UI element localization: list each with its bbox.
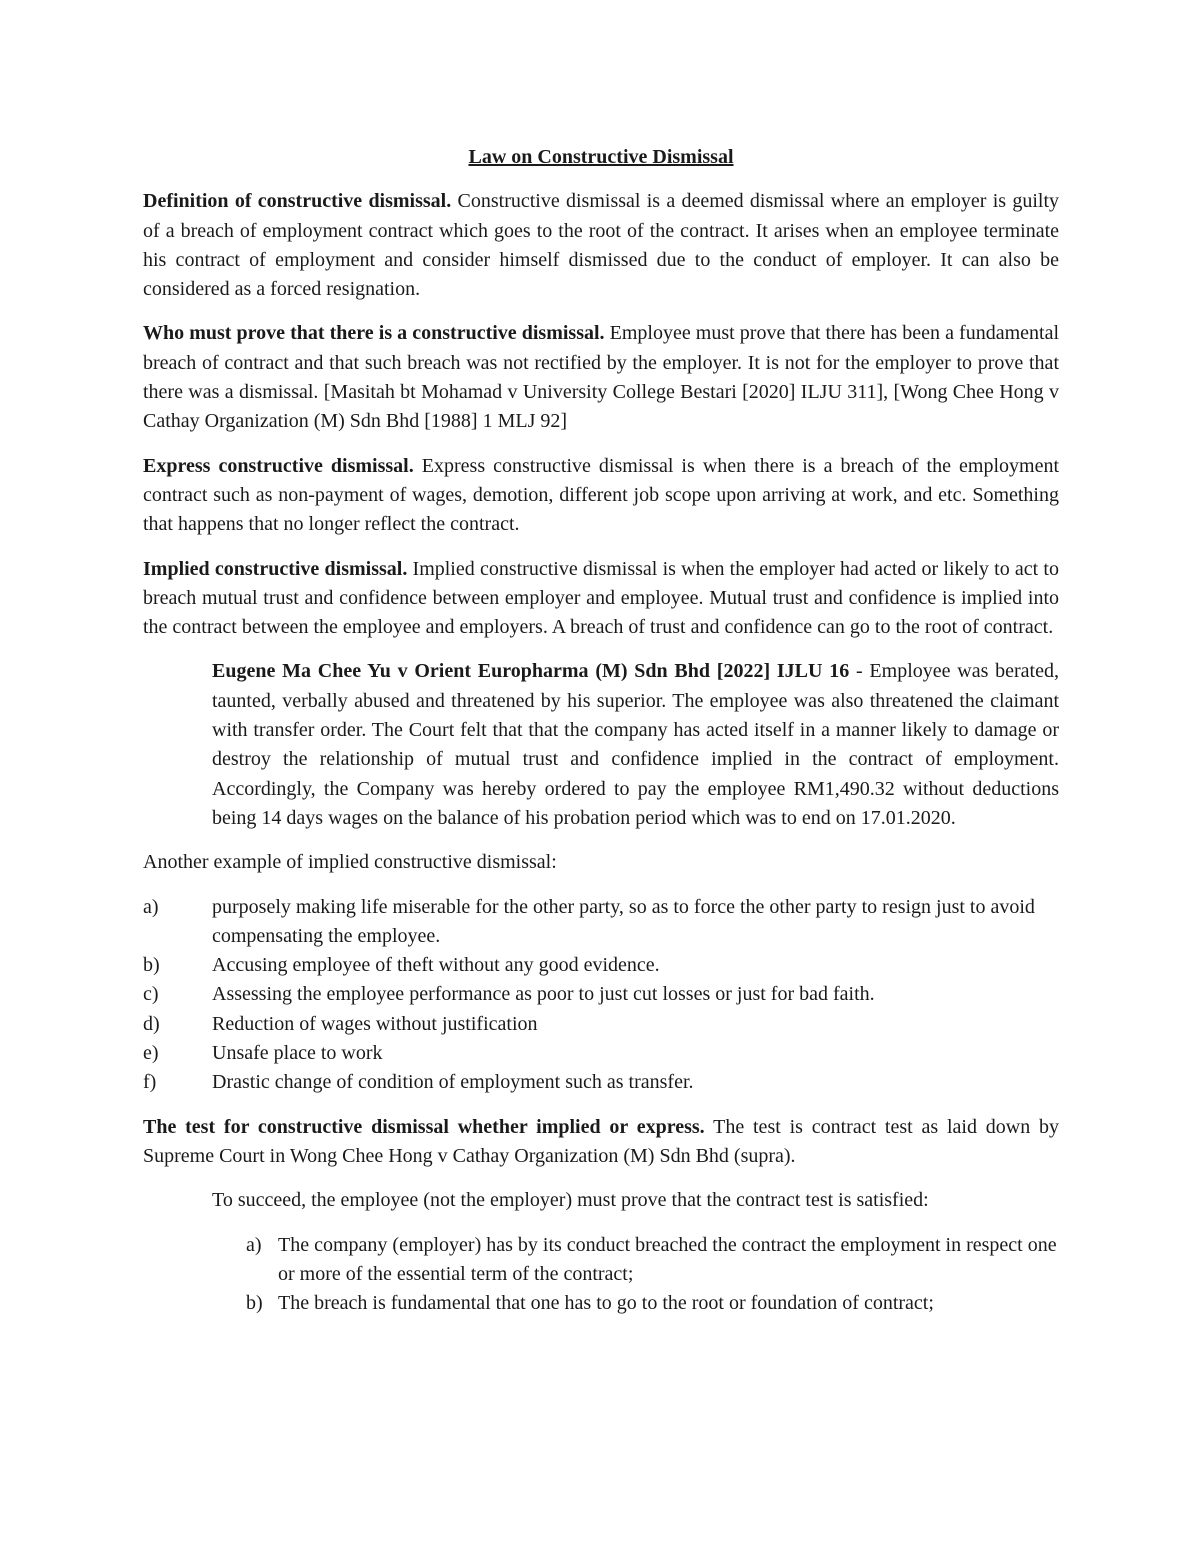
- examples-list: [143, 893, 1059, 1098]
- paragraph-test: [143, 1113, 1059, 1172]
- succeed-intro: To succeed, the employee (not the employer) must prove that the contract test is satisfied:: [212, 1189, 929, 1212]
- case-example: [212, 657, 1059, 833]
- list-item: [143, 951, 1059, 980]
- list-text: purposely making life miserable for the other party, so as to force the other party to resign just to avoid compensating the employee.: [212, 895, 1035, 947]
- conditions-list: [212, 1231, 1059, 1319]
- list-text: Drastic change of condition of employment such as transfer.: [212, 1071, 694, 1094]
- paragraph-text: Employee must prove that there has been a fundamental breach of contract and that such breach was not rectified by the employer. It is not for the employer to prove that there was a dismissal. [Masitah bt Mohamad v University College Bestari [2020] ILJU 311], [Wong Chee Hong v Cathay Organization (M) Sdn Bhd [1988] 1 MLJ 92]: [143, 322, 1060, 433]
- document-title: Law on Constructive Dismissal: [468, 146, 734, 168]
- list-text: Accusing employee of theft without any good evidence.: [212, 954, 660, 977]
- list-text: Unsafe place to work: [212, 1042, 383, 1065]
- paragraph-lead: Express constructive dismissal.: [143, 454, 414, 477]
- list-item: [143, 1039, 1059, 1068]
- document-page: [143, 143, 1059, 1333]
- paragraph-lead: Who must prove that there is a constructive dismissal.: [143, 322, 605, 345]
- list-marker: a): [143, 895, 159, 918]
- paragraph-definition: [143, 187, 1059, 304]
- list-item: [143, 893, 1059, 952]
- list-marker: e): [143, 1042, 159, 1065]
- examples-intro: Another example of implied constructive dismissal:: [143, 851, 557, 874]
- list-item: [212, 1231, 1059, 1290]
- list-marker: f): [143, 1071, 157, 1094]
- list-item: [143, 980, 1059, 1009]
- list-item: [143, 1010, 1059, 1039]
- list-item: [143, 1068, 1059, 1097]
- case-citation: Eugene Ma Chee Yu v Orient Europharma (M) Sdn Bhd [2022] IJLU 16: [212, 660, 850, 683]
- paragraph-text: The test is contract test as laid down by Supreme Court in Wong Chee Hong v Cathay Organization (M) Sdn Bhd (supra).: [143, 1115, 1059, 1167]
- list-marker: b): [143, 954, 160, 977]
- list-text: Reduction of wages without justification: [212, 1012, 538, 1035]
- list-marker: b): [246, 1292, 263, 1315]
- list-text: The breach is fundamental that one has to go to the root or foundation of contract;: [278, 1292, 934, 1315]
- paragraph-text: Implied constructive dismissal is when the employer had acted or likely to act to breach mutual trust and confidence between employer and employee. Mutual trust and confidence is implied into the contract between the employee and employers. A breach of trust and confidence can go to the root of contract.: [143, 557, 1059, 639]
- list-text: The company (employer) has by its conduct breached the contract the employment in respect one or more of the essential term of the contract;: [278, 1233, 1057, 1285]
- paragraph-express: [143, 452, 1059, 540]
- list-marker: d): [143, 1012, 160, 1035]
- case-text: - Employee was berated, taunted, verbally abused and threatened by his superior. The employee was also threatened the claimant with transfer order. The Court felt that that the company has acted itself in a manner likely to damage or destroy the relationship of mutual trust and confidence implied in the contract of employment. Accordingly, the Company was hereby ordered to pay the employee RM1,490.32 without deductions being 14 days wages on the balance of his probation period which was to end on 17.01.2020.: [212, 660, 1059, 829]
- paragraph-lead: Implied constructive dismissal.: [143, 557, 408, 580]
- paragraph-lead: The test for constructive dismissal whether implied or express.: [143, 1115, 705, 1138]
- list-marker: a): [246, 1233, 262, 1256]
- list-text: Assessing the employee performance as poor to just cut losses or just for bad faith.: [212, 983, 875, 1006]
- paragraph-text: Express constructive dismissal is when there is a breach of the employment contract such as non-payment of wages, demotion, different job scope upon arriving at work, and etc. Something that happens that no longer reflect the contract.: [143, 454, 1060, 536]
- paragraph-lead: Definition of constructive dismissal.: [143, 190, 452, 213]
- paragraph-burden-of-proof: [143, 319, 1059, 436]
- list-marker: c): [143, 983, 159, 1006]
- paragraph-text: Constructive dismissal is a deemed dismissal where an employer is guilty of a breach of employment contract which goes to the root of the contract. It arises when an employee terminate his contract of employment and consider himself dismissed due to the conduct of employer. It can also be considered as a forced resignation.: [143, 190, 1059, 301]
- list-item: [212, 1289, 1059, 1318]
- paragraph-implied: [143, 555, 1059, 643]
